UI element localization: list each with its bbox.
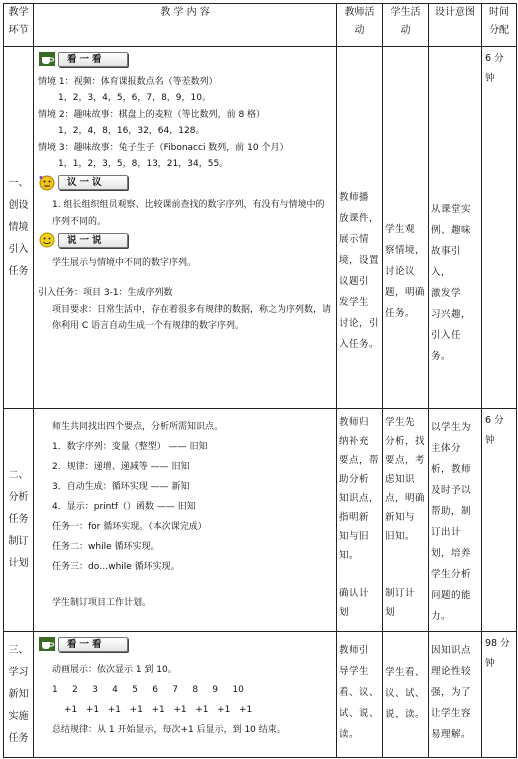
stage-label-3: 三、 学习 新知 实施 任务 [4,632,34,758]
look-banner [38,51,128,67]
time-allocation-3: 98 分 钟 [482,632,517,758]
content-line: 1，1，2，3，5，8，13，21，34，55。 [58,159,229,169]
content-line: 项目要求：日常生活中，存在着很多有规律的数据，称之为序列数，请你利用 C 语言自动生成一个有规律的数字序列。 [52,304,332,331]
smiley-icon [38,232,56,248]
content-line: 1，2，3，4，5，6，7，8，9，10。 [58,93,211,103]
thinking-face-icon [38,175,56,191]
content-line: 3．自动生成：循环实现 —— 新知 [52,482,190,492]
content-line: 1. 组长组织组员观察、比较课前查找的数字序列，有没有与情境中的序列不同的。 [52,200,325,227]
content-line: 情境 3：趣味故事：兔子生子（Fibonacci 数列，前 10 个月） [38,142,289,153]
header-student-activity: 学生活动 [383,4,429,47]
student-activity-3: 学生看、 议、试、 说、读。 [383,632,429,758]
header-time: 时间分配 [482,4,517,47]
design-intent-3: 因知识点 理论性较 强，为了 让学生容 易理解。 [429,632,482,758]
content-cell-1 [34,47,337,409]
content-line: 动画展示：依次显示 1 到 10。 [52,665,177,675]
content-cell-2 [34,409,337,632]
stage-row-1 [4,47,517,409]
content-line: 学生制订项目工作计划。 [52,598,152,608]
content-line: 2．规律：递增、递减等 —— 旧知 [52,462,190,472]
look-banner-label: 看一看 [58,637,128,652]
header-content: 教 学 内 容 [34,4,337,47]
header-teacher-activity: 教师活动 [337,4,383,47]
design-intent-2: 以学生为 主体分 析，教师 及时予以 帮助，制 订出计 划，培养 学生分析 问题的能 力。 [429,409,482,632]
stage-row-2 [4,409,517,632]
discuss-banner [38,175,128,191]
stage-label-1: 一、 创设 情境 引入 任务 [4,47,34,409]
lesson-plan-table [3,3,517,758]
time-allocation-2: 6 分 钟 [482,409,517,632]
design-intent-1: 从课堂实 例、趣味 故事引入， 激发学 习兴趣， 引入任务。 [429,47,482,409]
content-line: 学生展示与情境中不同的数字序列。 [52,257,197,268]
stage-row-3 [4,632,517,758]
header-stage: 教学环节 [4,4,34,47]
teacup-icon [38,51,56,67]
increment-sequence: +1 +1 +1 +1 +1 +1 +1 +1 +1 [64,705,253,715]
header-design-intent: 设计意图 [429,4,482,47]
content-line: 引入任务：项目 3-1：生成序列数 [38,288,173,298]
content-line: 情境 2：趣味故事：棋盘上的麦粒（等比数列，前 8 格） [38,109,266,120]
content-line: 情境 1：视频：体育课报数点名（等差数列） [38,76,218,87]
teacher-activity-1: 教师播 放课件， 展示情 境，设置 议题引 发学生 讨论，引 入任务。 [337,47,383,409]
content-line: 总结规律：从 1 开始显示，每次+1 后显示，到 10 结束。 [52,725,286,735]
content-cell-3 [34,632,337,758]
content-line: 任务二：while 循环实现。 [52,542,160,552]
look-banner [38,636,128,652]
student-activity-2: 学生先 分析，找 要点，考 虑知识 点，明确 新知与 旧知。 制订计 划 [383,409,429,632]
teacher-activity-3: 教师引 导学生 看、议、 试、说、 读。 [337,632,383,758]
discuss-banner-label: 议一议 [58,175,128,190]
header-row [4,4,517,47]
stage-label-2: 二、 分析 任务 制订 计划 [4,409,34,632]
content-line: 任务一：for 循环实现。（本次课完成） [52,522,207,532]
student-activity-1: 学生观 察情境， 讨论议 题，明确 任务。 [383,47,429,409]
teacher-activity-2: 教师归 纳补充 要点，帮 助分析 知识点， 指明新 知与旧 知。 确认计 划 [337,409,383,632]
content-line: 师生共同找出四个要点，分析所需知识点。 [52,422,224,432]
number-sequence: 1 2 3 4 5 6 7 8 9 10 [52,685,244,695]
content-line: 1．数字序列：变量（整型） —— 旧知 [52,442,208,452]
content-line: 4．显示：printf（）函数 —— 旧知 [52,502,196,512]
look-banner-label: 看一看 [58,52,128,67]
talk-banner-label: 说一说 [58,233,128,248]
content-line: 任务三：do…while 循环实现。 [52,562,180,572]
content-line: 1，2，4，8，16，32，64，128。 [58,126,205,136]
time-allocation-1: 6 分 钟 [482,47,517,409]
talk-banner [38,232,128,248]
teacup-icon [38,636,56,652]
